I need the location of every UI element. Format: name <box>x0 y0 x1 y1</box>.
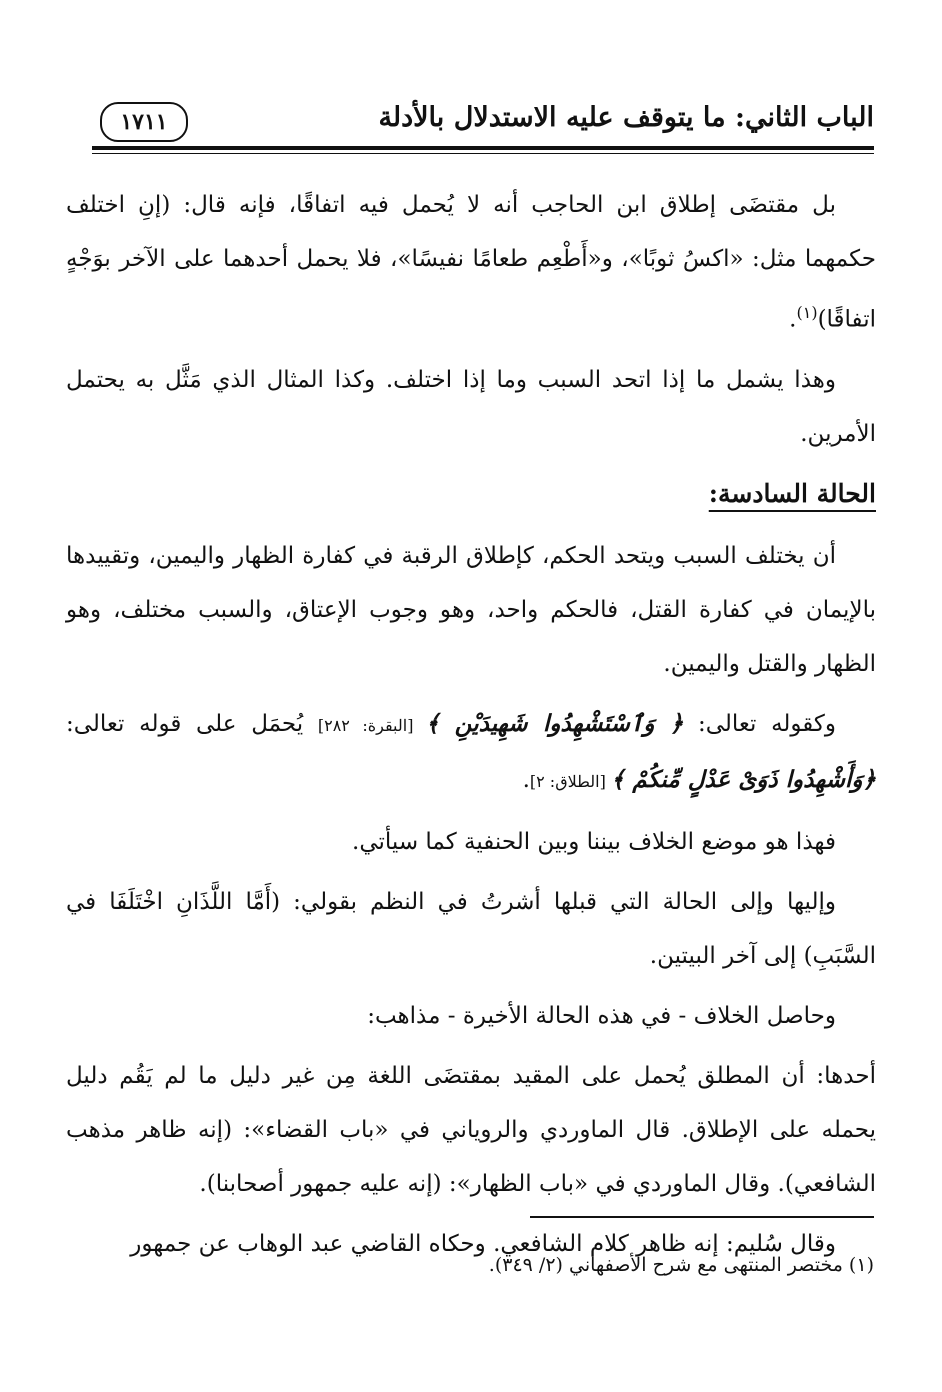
footnote: (١) مختصر المنتهى مع شرح الأصفهاني (٢/ ٣٤٩). <box>488 1254 874 1276</box>
paragraph <box>66 697 876 809</box>
paragraph: وإليها وإلى الحالة التي قبلها أشرتُ في النظم بقولي: (أَمَّا اللَّذَانِ اخْتَلَفَا في السَّبَبِ) إلى آخر البيتين. <box>66 888 876 969</box>
paragraph-text: وكقوله تعالى: <box>683 710 836 737</box>
footnote-ref: (١) <box>796 303 818 322</box>
verse-citation: [البقرة: ٢٨٢] <box>317 715 426 735</box>
page-header <box>92 96 874 148</box>
quran-verse: ﴿وَأَشْهِدُوا ذَوَىْ عَدْلٍ مِّنكُمْ ﴾ <box>610 765 876 793</box>
quran-verse: ﴿ وَٱسْتَشْهِدُوا شَهِيدَيْنِ ﴾ <box>425 709 684 737</box>
paragraph: بل مقتضَى إطلاق ابن الحاجب أنه لا يُحمل فيه اتفاقًا، فإنه قال: (إنِ اختلف حكمهما مثل: «اكسُ ثوبًا»، و«أَطْعِم طعامًا نفيسًا»، فلا يحمل أحدهما على الآخر بوَجْهٍ اتفاقًا)$^{(١)}$. <box>66 192 876 333</box>
running-title: الباب الثاني: ما يتوقف عليه الاستدلال بالأدلة <box>378 102 874 133</box>
paragraph-text: يُحمَل على قوله تعالى: <box>66 710 318 737</box>
paragraph: أن يختلف السبب ويتحد الحكم، كإطلاق الرقبة في كفارة الظهار واليمين، وتقييدها بالإيمان في كفارة القتل، فالحكم واحد، وهو وجوب الإعتاق، والسبب مختلف، وهو الظهار والقتل واليمين. <box>66 542 876 677</box>
paragraph: وهذا يشمل ما إذا اتحد السبب وما إذا اختلف. وكذا المثال الذي مَثَّل به يحتمل الأمرين. <box>66 366 876 447</box>
paragraph: وقال سُليم: إنه ظاهر كلام الشافعي. وحكاه القاضي عبد الوهاب عن جمهور <box>130 1230 836 1257</box>
paragraph: أحدها: أن المطلق يُحمل على المقيد بمقتضَى اللغة مِن غير دليل ما لم يَقُم دليل يحمله على الإطلاق. قال الماوردي والروياني في «باب القضاء»: (إنه ظاهر مذهب الشافعي). وقال الماوردي في «باب الظهار»: (إنه عليه جمهور أصحابنا). <box>66 1062 876 1197</box>
section-heading: الحالة السادسة: <box>708 478 876 508</box>
footnote-separator <box>530 1216 874 1218</box>
header-rule-thin <box>92 153 874 154</box>
paragraph-text: . <box>522 766 530 793</box>
paragraph-text: بل مقتضَى إطلاق ابن الحاجب أنه لا يُحمل فيه اتفاقًا، فإنه قال: (إنِ اختلف حكمهما مثل: «اكسُ ثوبًا»، و«أَطْعِم طعامًا نفيسًا»، فلا يحمل أحدهما على الآخر بوَجْهٍ اتفاقًا) <box>66 192 876 333</box>
main-text <box>66 178 876 1277</box>
paragraph: فهذا هو موضع الخلاف بيننا وبين الحنفية كما سيأتي. <box>352 828 836 855</box>
verse-citation: [الطلاق: ٢] <box>529 771 611 791</box>
paragraph: وحاصل الخلاف - في هذه الحالة الأخيرة - مذاهب: <box>367 1002 836 1029</box>
header-rule-thick <box>92 146 874 150</box>
page-number: ١٧١١ <box>100 102 188 142</box>
